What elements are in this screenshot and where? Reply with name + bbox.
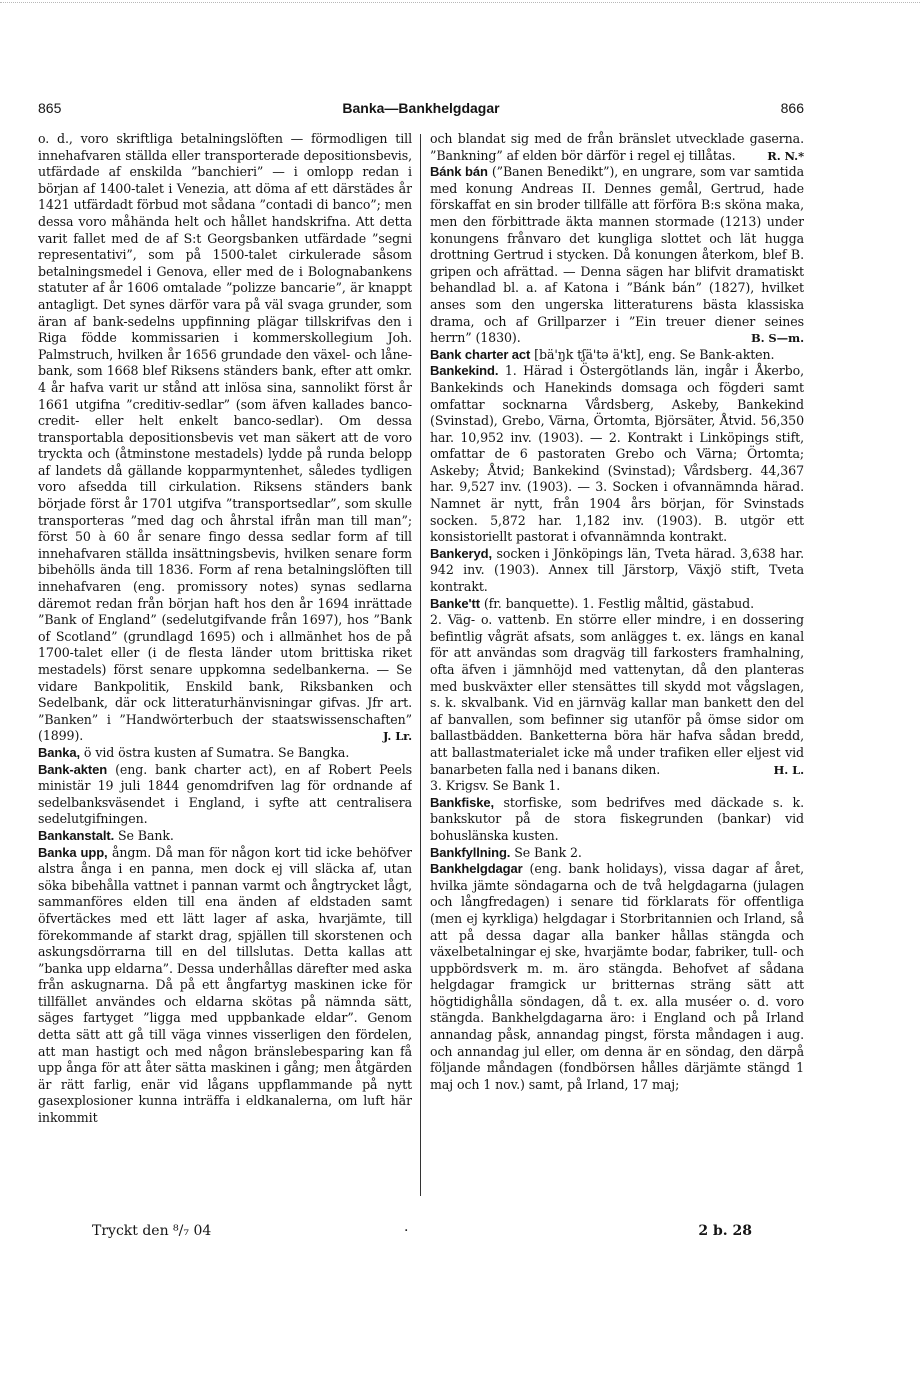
entry-bank-ban <box>430 164 804 347</box>
print-date: Tryckt den ⁸/₇ 04 <box>92 1223 212 1239</box>
entry-text: Se Bank. <box>114 827 174 843</box>
author-signature: J. Lr. <box>382 729 412 744</box>
headword: Banka upp, <box>38 844 108 860</box>
left-column <box>38 131 412 1191</box>
entry-banka-upp <box>38 845 412 1127</box>
entry-text: Se Bank 2. <box>510 844 582 860</box>
sheet-signature: 2 b. 28 <box>698 1223 752 1239</box>
headword: Bank-akten <box>38 761 108 777</box>
entry-bank-akten <box>38 762 412 828</box>
running-title: Banka—Bankhelgdagar <box>342 100 500 116</box>
headword: Bankeryd, <box>430 545 492 561</box>
center-dot: · <box>404 1223 409 1239</box>
page-header <box>38 96 804 120</box>
entry-bankfiske <box>430 795 804 845</box>
entry-text: och blandat sig med de från bränslet utvecklade gaserna. ”Bankning” af elden bör därför i regel ej tillåtas. <box>430 131 804 163</box>
entry-text: (eng. bank charter act), en af Robert Peels ministär 19 juli 1844 genomdrifven lag för ordnande af sedelbanksväsendet i England, i syfte att centralisera sedelutgifningen. <box>38 761 412 827</box>
entry-text: [bä'ŋk tʃä'tə ä'kt], eng. Se Bank-akten. <box>530 346 775 362</box>
column-divider <box>420 134 421 1196</box>
entry-bankett <box>430 596 804 613</box>
page-number-right: 866 <box>780 100 804 116</box>
entry-bank-charter-act <box>430 347 804 364</box>
entry-bankeryd <box>430 546 804 596</box>
entry-text: (”Banen Benedikt”), en ungrare, som var samtida med konung Andreas II. Dennes gemål, Gertrud, hade förskaffat en sin broder tillfälle att förföra B:s sköna maka, men den förbittrade äkta mannen stormade (1213) under konungens frånvaro det kungliga slottet och lät hugga drottning Gertrud i stycken. Då konungen återkom, blef B. gripen och afrättad. — Denna sägen har blifvit dramatiskt behandlad bl. a. af Katona i ”Bánk bán” (1827), hvilket anses som den ungerska litteraturens bästa klassiska drama, och af Grillparzer i ”Ein treuer diener seines herrn” (1830). <box>430 164 804 346</box>
entry-text: storfiske, som bedrifves med däckade s. k. bankskutor på de stora fiskegrunden (bankar) vid bohuslänska kusten. <box>430 794 804 843</box>
headword: Bankfiske, <box>430 794 495 810</box>
headword: Banke'tt <box>430 595 480 611</box>
entry-bankanstalt <box>38 828 412 845</box>
author-signature: R. N.* <box>767 148 804 163</box>
headword: Bankhelgdagar <box>430 861 523 877</box>
page-footer <box>92 1220 752 1242</box>
headword: Bank charter act <box>430 346 531 362</box>
entry-banka <box>38 745 412 762</box>
right-column <box>430 131 804 1191</box>
entry-text: (fr. banquette). 1. Festlig måltid, gästabud. <box>479 595 755 611</box>
entry-bank-continued <box>38 131 412 745</box>
entry-text: socken i Jönköpings län, Tveta härad. 3,638 har. 942 inv. (1903). Annex till Järstorp, Växjö stift, Tveta kontrakt. <box>430 545 804 595</box>
page-number-left: 865 <box>38 100 62 116</box>
top-scan-rule <box>0 2 920 3</box>
headword: Bankfyllning. <box>430 844 511 860</box>
entry-bankett-sense-2 <box>430 612 804 778</box>
headword: Banka, <box>38 744 81 760</box>
entry-banka-upp-continued <box>430 131 804 164</box>
headword: Bánk bán <box>430 164 488 180</box>
entry-bankfyllning <box>430 845 804 862</box>
entry-bankett-sense-3 <box>430 778 804 795</box>
entry-text: ö vid östra kusten af Sumatra. Se Bangka. <box>80 744 350 760</box>
entry-text: ångm. Då man för någon kort tid icke behöfver alstra ånga i en panna, men dock ej vill släcka af, utan söka bibehålla vattnet i pannan varmt och ångtrycket lågt, sammanföres elden till ena änden af eldstaden samt öfvertäckes med ett lätt lager af aska, hvarjämte, till förekommande af starkt drag, spjällen till skorstenen och askungsdörrarna till en del tillslutas. Detta kallas att ”banka upp eldarna”. Dessa underhållas därefter med aska från askugnarna. Då på ett ångfartyg maskinen icke för tillfället användes och eldarna skötas på nämnda sätt, säges fartyget ”ligga med uppbankade eldar”. Genom detta sätt att gå till väga vinnes visserligen den fördelen, att man hastigt och med någon bränslebesparing kan få upp ånga för att åter sätta maskinen i gång; men åtgärden är rätt farlig, enär vid lågans uppflammande på nytt gasexplosioner kunna inträffa i eldkanalerna, om luft här inkommit <box>38 844 412 1126</box>
entry-text: 2. Väg- o. vattenb. En större eller mindre, i en dossering befintlig vågrät afsats, som anlägges t. ex. längs en kanal för att användas som dragväg till farkosters framhalning, ofta äfven i jämnhöjd med vattenytan, då den planteras med buskväxter eller stensättes till skydd mot vågslagen, s. k. skvalbank. Vid en järnväg kallar man bankett den del af banvallen, som befinner sig utanför på ömse sidor om ballastbädden. Banketterna böra här hafva sådan bredd, att ballastmaterialet icke må under trafiken eller eljest vid banarbeten falla ned i banans diken. <box>430 612 804 777</box>
entry-bankhelgdagar <box>430 861 804 1093</box>
author-signature: H. L. <box>773 762 804 777</box>
headword: Bankekind. <box>430 363 499 379</box>
author-signature: B. S—m. <box>750 331 804 346</box>
entry-bankekind <box>430 363 804 546</box>
entry-text: 1. Härad i Östergötlands län, ingår i Åkerbo, Bankekinds och Hanekinds domsaga och fögderi samt omfattar socknarna Vårdsberg, Askeby, Bankekind (Svinstad), Grebo, Värna, Örtomta, Björsäter, Åtvid. 56,350 har. 10,952 inv. (1903). — 2. Kontrakt i Linköpings stift, omfattar de 6 pastoraten Grebo och Värna; Örtomta; Askeby; Åtvid; Bankekind (Svinstad); Vårdsberg. 44,367 har. 9,527 inv. (1903). — 3. Socken i ofvannämnda härad. Namnet är nytt, från 1904 års början, för Svinstads socken. 5,872 har. 1,182 inv. (1903). B. utgör ett konsistoriellt pastorat i ofvannämnda kontrakt. <box>430 363 804 545</box>
entry-text: o. d., voro skriftliga betalningslöften — förmodligen till innehafvaren ställda eller transporterade depositionsbevis, utfärdade af enskilda ”banchieri” — i omlopp redan i början af 1400-talet i Venezia, att döma af ett därstädes år 1421 utfärdadt förbud mot sådana ”contadi di banco”; men dessa voro måhända helt och hållet handskrifna. Att detta varit fallet med de af S:t Georgsbanken utfärdade ”segni representativi”, som på 1500-talet cirkulerade såsom betalningsmedel i Genova, eller med de i Bolognabankens statuter af år 1606 omtalade ”polizze bancarie”, är knappt antagligt. Det synes därför vara på väl svaga grunder, som äran af bank-sedelns uppfinning plägar tillskrifvas den i Riga födde kommissarien i kommerskollegium Joh. Palmstruch, hvilken år 1656 grundade den växel- och låne-bank, som 1668 blef Riksens ständers bank, efter att omkr. 4 år hafva varit ur stånd att inlösa sina, sannolikt först år 1661 utgifna ”creditiv-sedlar” (som äfven kallades banco-credit- eller helt enkelt banco-sedlar). Om dessa transportabla depositionsbevis vet man säkert att de voro tryckta och (åtminstone mestadels) lydde på runda belopp af landets då gällande kopparmyntenhet, således tydligen voro afsedda till cirkulation. Riksens ständers bank började först år 1701 utgifva ”transportsedlar”, som skulle transporteras ”med dag och åhrstal ifrån man till man”; först 50 à 60 år senare fingo dessa sedlar form af till innehafvaren ställda insättningsbevis, hvilken senare form bibehölls ända till 1836. Form af rena betalningslöften till innehafvaren (eng. promissory notes) synas sedlarna däremot redan från början haft hos den år 1694 inrättade ”Bank of England” (sedelutgifvande från 1697), hos ”Bank of Scotland” (grundlagd 1695) och i allmänhet hos de på 1700-talet eller (i de flesta länder utom brittiska riket mestadels) först senare uppkomna sedelbankerna. — Se vidare Bankpolitik, Enskild bank, Riksbanken och Sedelbank, där ock litteraturhänvisningar gifvas. Jfr art. ”Banken” i ”Handwörterbuch der staatswissenschaften” (1899). <box>38 131 412 744</box>
headword: Bankanstalt. <box>38 827 115 843</box>
entry-text: 3. Krigsv. Se Bank 1. <box>430 778 561 794</box>
entry-text: (eng. bank holidays), vissa dagar af året, hvilka jämte söndagarna och de två helgdagarna (julagen och långfredagen) i senare tid förklarats för offentliga (men ej kyrkliga) helgdagar i Storbritannien och Irland, så att på dessa dagar alla banker hållas stängda och växelbetalningar ej ske, hvarjämte bodar, fabriker, tull- och uppbördsverk m. m. äro stängda. Behofvet af sådana helgdagar framgick ur britternas sträng sätt att högtidighålla söndagen, då t. ex. alla muséer o. d. voro stängda. Bankhelgdagarna äro: i England och på Irland annandag påsk, annandag pingst, första måndagen i aug. och annandag jul eller, om denna är en söndag, den därpå följande måndagen (fondbörsen hålles därjämte stängd 1 maj och 1 nov.) samt, på Irland, 17 maj; <box>430 861 804 1092</box>
